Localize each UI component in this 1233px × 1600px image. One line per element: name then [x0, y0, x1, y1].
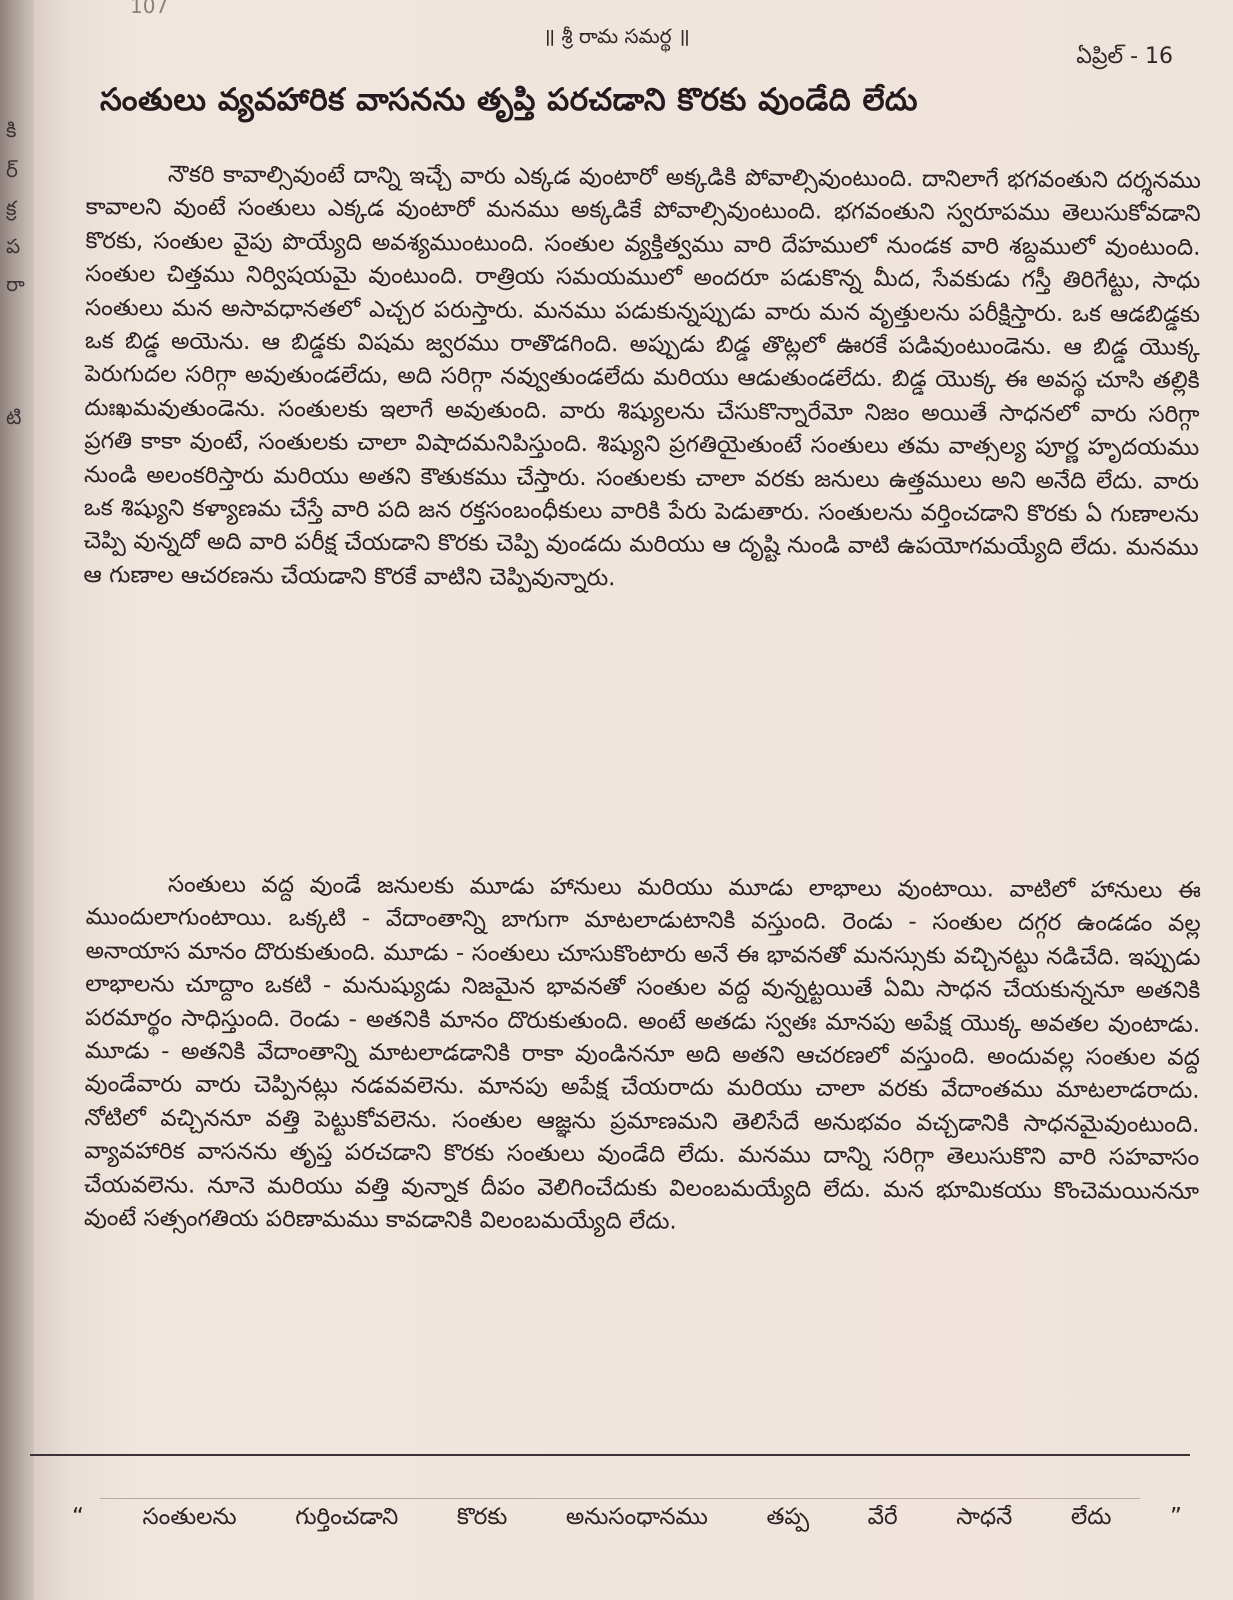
page-number: 107 [130, 0, 169, 18]
paragraph-1 [82, 158, 1201, 845]
quote-open-mark: “ [72, 1504, 84, 1530]
quote-word: తప్ప [766, 1504, 810, 1530]
paragraph-indent [86, 891, 168, 892]
gutter-mark: ర్ [6, 158, 18, 182]
quote-close-mark: ” [1170, 1504, 1182, 1530]
quote-guide-line [100, 1498, 1140, 1499]
paragraph-indent [86, 181, 168, 182]
quote-word: అనుసంధానము [565, 1504, 708, 1530]
quote-word: కొరకు [456, 1504, 508, 1530]
page-title: సంతులు వ్యవహారిక వాసనను తృప్తి పరచడాని కొరకు వుండేది లేదు [100, 82, 919, 118]
footer-quote [72, 1504, 1182, 1536]
paragraph-1-text: నౌకరి కావాల్సివుంటే దాన్ని ఇచ్చే వారు ఎక్కడ వుంటారో అక్కడికి పోవాల్సివుంటుంది. దానిలాగే భగవంతుని దర్శనము కావాలని వుంటే సంతులు ఎక్కడ వుంటారో మనము అక్కడికే పోవాల్సివుంటుంది. భగవంతుని స్వరూపము తెలుసుకోవడాని కొరకు, సంతుల వైపు పొయ్యేది అవశ్యముంటుంది. సంతుల వ్యక్తిత్వము వారి దేహములో నుండక వారి శబ్దములో వుంటుంది. సంతుల చిత్తము నిర్విషయమై వుంటుంది. రాత్రియ సమయములో అందరూ పడుకొన్న మీద, సేవకుడు గస్తీ తిరిగేట్టు, సాధు సంతులు మన అసావధానతలో ఎచ్చర పరుస్తారు. మనము పడుకున్నప్పుడు వారు మన వృత్తులను పరీక్షిస్తారు. ఒక ఆడబిడ్డకు ఒక బిడ్డ అయెను. ఆ బిడ్డకు విషమ జ్వరము రాతొడగింది. అప్పుడు బిడ్డ తొట్లలో ఊరకే పడివుంటుండెను. ఆ బిడ్డ యొక్క పెరుగుదల సరిగ్గా అవుతుండలేదు, అది సరిగ్గా నవ్వుతుండలేదు మరియు ఆడుతుండలేదు. బిడ్డ యొక్క ఈ అవస్థ చూసి తల్లికి దుఃఖమవుతుండెను. సంతులకు ఇలాగే అవుతుంది. వారు శిష్యులను చేసుకొన్నారేమో నిజం అయితే సాధనలో వారు సరిగ్గా ప్రగతి కాకా వుంటే, సంతులకు చాలా విషాదమనిపిస్తుంది. శిష్యుని ప్రగతియైతుంటే సంతులు తమ వాత్సల్య పూర్ణ హృదయము నుండి అలంకరిస్తారు మరియు అతని కౌతుకము చేస్తారు. సంతులకు చాలా వరకు జనులు ఉత్తములు అని అనేది లేదు. వారు ఒక శిష్యుని కళ్యాణమ చేస్తే వారి పది జన రక్తసంబంధీకులు వారికి పేరు పెడుతారు. సంతులను వర్తించడాని కొరకు ఏ గుణాలను చెప్పి వున్నదో అది వారి పరీక్ష చేయడాని కొరకు చెప్పి వుండదు మరియు ఆ దృష్టి నుండి వాటి ఉపయోగమయ్యేది లేదు. మనము ఆ గుణాల ఆచరణను చేయడాని కొరకే వాటిని చెప్పివున్నారు. [83, 161, 1201, 592]
quote-word: గుర్తించడాని [295, 1504, 399, 1530]
quote-word: వేరే [867, 1504, 898, 1530]
paragraph-2-text: సంతులు వద్ద వుండే జనులకు మూడు హానులు మరియు మూడు లాభాలు వుంటాయి. వాటిలో హానులు ఈ ముందులాగుంటాయి. ఒక్కటి - వేదాంతాన్ని బాగుగా మాటలాడుటానికి వస్తుంది. రెండు - సంతుల దగ్గర ఉండడం వల్ల అనాయాస మానం దొరుకుతుంది. మూడు - సంతులు చూసుకొంటారు అనే ఈ భావనతో మనస్సుకు వచ్చినట్టు నడిచేది. ఇప్పుడు లాభాలను చూద్దాం ఒకటి - మనుష్యుడు నిజమైన భావనతో సంతుల వద్ద వున్నట్టయితే ఏమి సాధన చేయకున్ననూ అతనికి పరమార్థం సాధిస్తుంది. రెండు - అతనికి మానం దొరుకుతుంది. అంటే అతడు స్వతః మానపు అపేక్ష యొక్క అవతల వుంటాడు. మూడు - అతనికి వేదాంతాన్ని మాటలాడడానికి రాకా వుండిననూ అది అతని ఆచరణలో వస్తుంది. అందువల్ల సంతుల వద్ద వుండేవారు వారు చెప్పినట్లు నడవవలెను. మానపు అపేక్ష చేయరాదు మరియు చాలా వరకు వేదాంతము మాటలాడరాదు. నోటిలో వచ్చిననూ వత్తి పెట్టుకోవలెను. సంతుల ఆజ్ఞను ప్రమాణమని తెలిసేదే అనుభవం వచ్చడానికి సాధనమైవుంటుంది. వ్యావహారిక వాసనను తృప్త పరచడాని కొరకు సంతులు వుండేది లేదు. మనము దాన్ని సరిగ్గా తెలుసుకొని వారి సహవాసం చేయవలెను. నూనె మరియు వత్తి వున్నాక దీపం వెలిగించేదుకు విలంబమయ్యేది లేదు. మన భూమికయు కొంచెమయిననూ వుంటే సత్సంగతియ పరిణామము కావడానికి విలంబమయ్యేది లేదు. [83, 871, 1201, 1235]
running-header: ॥ శ్రీ రామ సమర్థ ॥ [543, 24, 690, 48]
gutter-mark: కి [6, 118, 17, 142]
book-gutter [0, 0, 34, 1600]
gutter-mark: టి [6, 405, 22, 429]
gutter-mark: ప [6, 234, 21, 258]
date-heading: ఏప్రిల్ - 16 [1076, 44, 1173, 69]
quote-word: సంతులను [142, 1504, 237, 1530]
gutter-mark: రా [6, 272, 25, 296]
footer-divider [30, 1454, 1190, 1456]
gutter-mark: క్ర [6, 196, 17, 220]
quote-word: లేదు [1070, 1504, 1112, 1530]
paragraph-2 [83, 868, 1201, 1435]
quote-word: సాధనే [956, 1504, 1013, 1530]
